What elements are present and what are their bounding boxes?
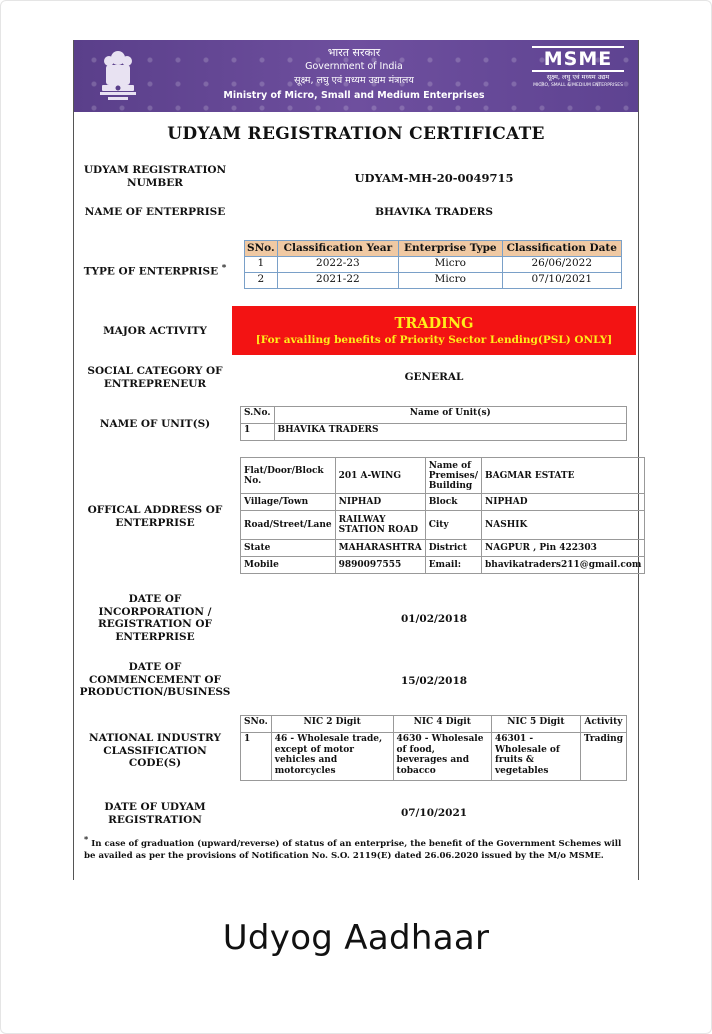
table-cell: 1 xyxy=(241,424,275,441)
table-header: Activity xyxy=(580,716,626,733)
major-activity-note: [For availing benefits of Priority Sector Lending(PSL) ONLY] xyxy=(255,334,613,346)
msme-logo-text: MSME xyxy=(532,46,624,72)
footnote-text: In case of graduation (upward/reverse) of status of an enterprise, the benefit of the Government Schemes will be availed as per the provisions of Notification No. S.O. 2119(E) dated 26.06.2020 issued by the M/o MSME. xyxy=(84,838,622,861)
table-cell: 9890097555 xyxy=(335,557,425,574)
table-row xyxy=(241,424,627,441)
table-cell: 2022-23 xyxy=(277,257,398,273)
incorporation-date-label: DATE OF INCORPORATION / REGISTRATION OF ENTERPRISE xyxy=(97,593,213,643)
table-row xyxy=(241,557,645,574)
table-header: NIC 4 Digit xyxy=(393,716,491,733)
address-label: OFFICAL ADDRESS OF ENTERPRISE xyxy=(87,504,223,529)
table-cell: 07/10/2021 xyxy=(502,273,621,289)
table-cell: 46 - Wholesale trade, except of motor vehicles and motorcycles xyxy=(271,733,393,781)
unit-name-label: NAME OF UNIT(S) xyxy=(99,418,211,430)
table-cell: 4630 - Wholesale of food, beverages and tobacco xyxy=(393,733,491,781)
header-ministry: Ministry of Micro, Small and Medium Enterprises xyxy=(223,90,485,101)
header-govt: Government of India xyxy=(305,61,403,72)
table-cell: Road/Street/Lane xyxy=(241,511,336,540)
table-cell: RAILWAY STATION ROAD xyxy=(335,511,425,540)
table-header-row xyxy=(245,241,622,257)
table-header: SNo. xyxy=(241,716,272,733)
udyam-date-value: 07/10/2021 xyxy=(400,807,468,819)
table-cell: Trading xyxy=(580,733,626,781)
footnote-asterisk: * xyxy=(84,834,89,844)
major-activity-value: TRADING xyxy=(394,315,474,332)
table-cell: 201 A-WING xyxy=(335,458,425,494)
table-cell: BHAVIKA TRADERS xyxy=(274,424,626,441)
certificate-title: UDYAM REGISTRATION CERTIFICATE xyxy=(167,124,545,144)
classification-table xyxy=(244,240,622,289)
table-cell: 26/06/2022 xyxy=(502,257,621,273)
enterprise-name-value: BHAVIKA TRADERS xyxy=(375,206,493,218)
caption: Udyog Aadhaar xyxy=(222,918,490,958)
table-header-row xyxy=(241,407,627,424)
registration-number-value: UDYAM-MH-20-0049715 xyxy=(354,171,514,185)
nic-code-label: NATIONAL INDUSTRY CLASSIFICATION CODE(S) xyxy=(89,732,221,769)
table-cell: 1 xyxy=(241,733,272,781)
table-cell: NIPHAD xyxy=(482,494,645,511)
table-cell: State xyxy=(241,540,336,557)
table-cell: NAGPUR , Pin 422303 xyxy=(482,540,645,557)
header-banner xyxy=(74,40,638,112)
table-cell: 2021-22 xyxy=(277,273,398,289)
table-cell: Micro xyxy=(399,257,502,273)
table-cell: NASHIK xyxy=(482,511,645,540)
table-cell: Flat/Door/Block No. xyxy=(241,458,336,494)
table-row xyxy=(245,273,622,289)
table-header: Enterprise Type xyxy=(399,241,502,257)
table-row xyxy=(241,733,627,781)
table-header: Classification Date xyxy=(502,241,621,257)
udyam-date-label: DATE OF UDYAM REGISTRATION xyxy=(104,801,206,826)
table-cell: 46301 - Wholesale of fruits & vegetables xyxy=(491,733,580,781)
header-hindi-govt: भारत सरकार xyxy=(327,46,381,59)
table-cell: District xyxy=(425,540,481,557)
major-activity-box xyxy=(232,306,636,355)
address-table xyxy=(240,457,645,574)
national-emblem-icon xyxy=(96,46,140,104)
table-cell: Email: xyxy=(425,557,481,574)
footnote xyxy=(84,833,632,862)
table-cell: NIPHAD xyxy=(335,494,425,511)
table-cell: Name of Premises/ Building xyxy=(425,458,481,494)
registration-number-label: UDYAM REGISTRATION NUMBER xyxy=(83,164,227,189)
commencement-date-value: 15/02/2018 xyxy=(400,675,468,687)
header-hindi-ministry: सूक्ष्म, लघु एवं मध्यम उद्यम मंत्रालय xyxy=(294,75,414,86)
table-cell: 1 xyxy=(245,257,278,273)
table-cell: bhavikatraders211@gmail.com xyxy=(482,557,645,574)
major-activity-label: MAJOR ACTIVITY xyxy=(103,325,207,337)
table-cell: Mobile xyxy=(241,557,336,574)
table-header: Classification Year xyxy=(277,241,398,257)
enterprise-type-asterisk: * xyxy=(221,263,227,273)
social-category-value: GENERAL xyxy=(404,371,464,383)
table-cell: BAGMAR ESTATE xyxy=(482,458,645,494)
table-header: SNo. xyxy=(245,241,278,257)
certificate xyxy=(73,40,642,880)
table-header: Name of Unit(s) xyxy=(274,407,626,424)
nic-table xyxy=(240,715,627,781)
table-header: S.No. xyxy=(241,407,275,424)
social-category-label: SOCIAL CATEGORY OF ENTREPRENEUR xyxy=(87,365,223,390)
commencement-date-label: DATE OF COMMENCEMENT OF PRODUCTION/BUSINESS xyxy=(79,661,231,698)
table-header: NIC 2 Digit xyxy=(271,716,393,733)
table-cell: Block xyxy=(425,494,481,511)
incorporation-date-value: 01/02/2018 xyxy=(400,613,468,625)
table-cell: 2 xyxy=(245,273,278,289)
msme-logo xyxy=(532,46,624,89)
table-row xyxy=(241,540,645,557)
table-row xyxy=(241,494,645,511)
table-row xyxy=(241,511,645,540)
table-header: NIC 5 Digit xyxy=(491,716,580,733)
table-cell: Village/Town xyxy=(241,494,336,511)
enterprise-name-label: NAME OF ENTERPRISE xyxy=(84,206,226,218)
enterprise-type-label xyxy=(78,262,232,278)
header-text xyxy=(174,46,534,103)
units-table xyxy=(240,406,627,441)
table-cell: MAHARASHTRA xyxy=(335,540,425,557)
msme-hindi: सूक्ष्म, लघु एवं मध्यम उद्यम xyxy=(546,73,610,81)
table-row xyxy=(245,257,622,273)
table-cell: City xyxy=(425,511,481,540)
table-row xyxy=(241,458,645,494)
table-cell: Micro xyxy=(399,273,502,289)
enterprise-type-label-text: TYPE OF ENTERPRISE xyxy=(83,265,219,278)
table-header-row xyxy=(241,716,627,733)
msme-english: MICRO, SMALL & MEDIUM ENTERPRISES xyxy=(533,83,623,88)
